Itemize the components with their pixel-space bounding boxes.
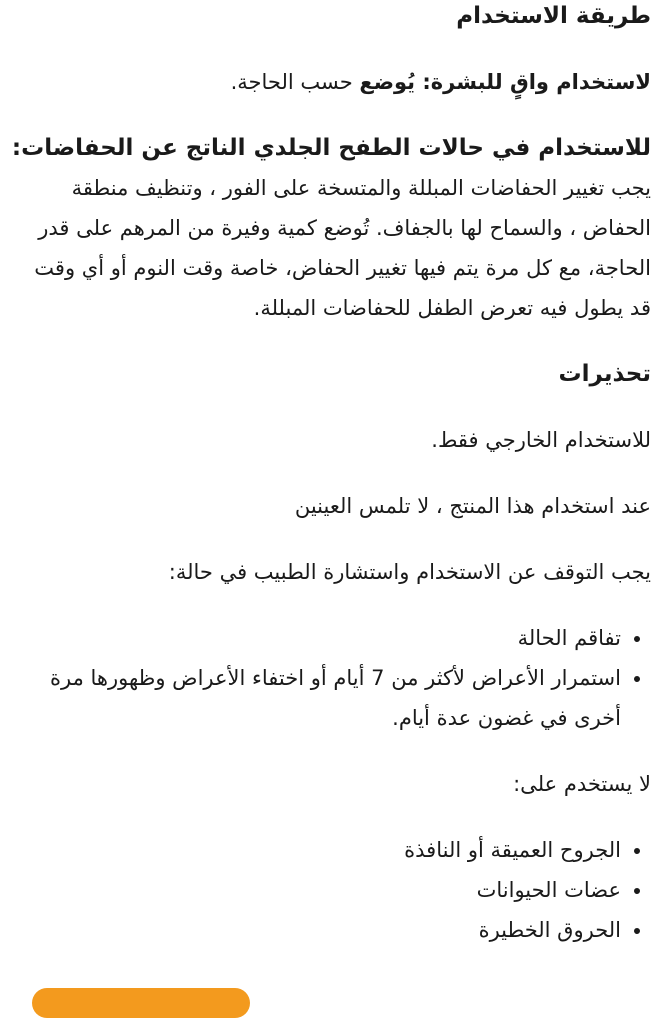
list-item: • الحروق الخطيرة (10, 910, 621, 950)
usage-heading: طريقة الاستخدام (456, 3, 651, 29)
external-only-text: للاستخدام الخارجي فقط. (431, 428, 651, 452)
skin-protect-paragraph (10, 62, 651, 102)
list-item: • عضات الحيوانات (10, 870, 621, 910)
do-not-use-intro: لا يستخدم على: (513, 772, 651, 796)
diaper-rash-text: يجب تغيير الحفاضات المبللة والمتسخة على الفور ، وتنظيف منطقة الحفاض ، والسماح لها بالجفاف. تُوضع كمية وفيرة من المرهم على قدر الحاجة، مع كل مرة يتم فيها تغيير الحفاض، خاصة وقت النوم أو أي وقت قد يطول فيه تعرض الطفل للحفاضات المبللة. (34, 176, 651, 320)
list-item: • تفاقم الحالة (10, 618, 621, 658)
list-item: • استمرار الأعراض لأكثر من 7 أيام أو اختفاء الأعراض وظهورها مرة أخرى في غضون عدة أيام. (10, 658, 621, 738)
diaper-rash-paragraph (10, 128, 651, 328)
avoid-eyes-text: عند استخدام هذا المنتج ، لا تلمس العينين (294, 494, 651, 518)
diaper-rash-label: للاستخدام في حالات الطفح الجلدي الناتج عن الحفاضات: (11, 135, 651, 161)
stop-use-intro: يجب التوقف عن الاستخدام واستشارة الطبيب في حالة: (168, 560, 651, 584)
skin-protect-text: حسب الحاجة. (230, 70, 360, 94)
warnings-heading: تحذيرات (558, 361, 651, 387)
do-not-use-list (10, 830, 651, 950)
add-to-cart-button[interactable] (32, 988, 250, 1018)
list-item: • الجروح العميقة أو النافذة (10, 830, 621, 870)
stop-use-list (10, 618, 651, 738)
skin-protect-label: لاستخدام واقٍ للبشرة: يُوضع (359, 70, 651, 94)
